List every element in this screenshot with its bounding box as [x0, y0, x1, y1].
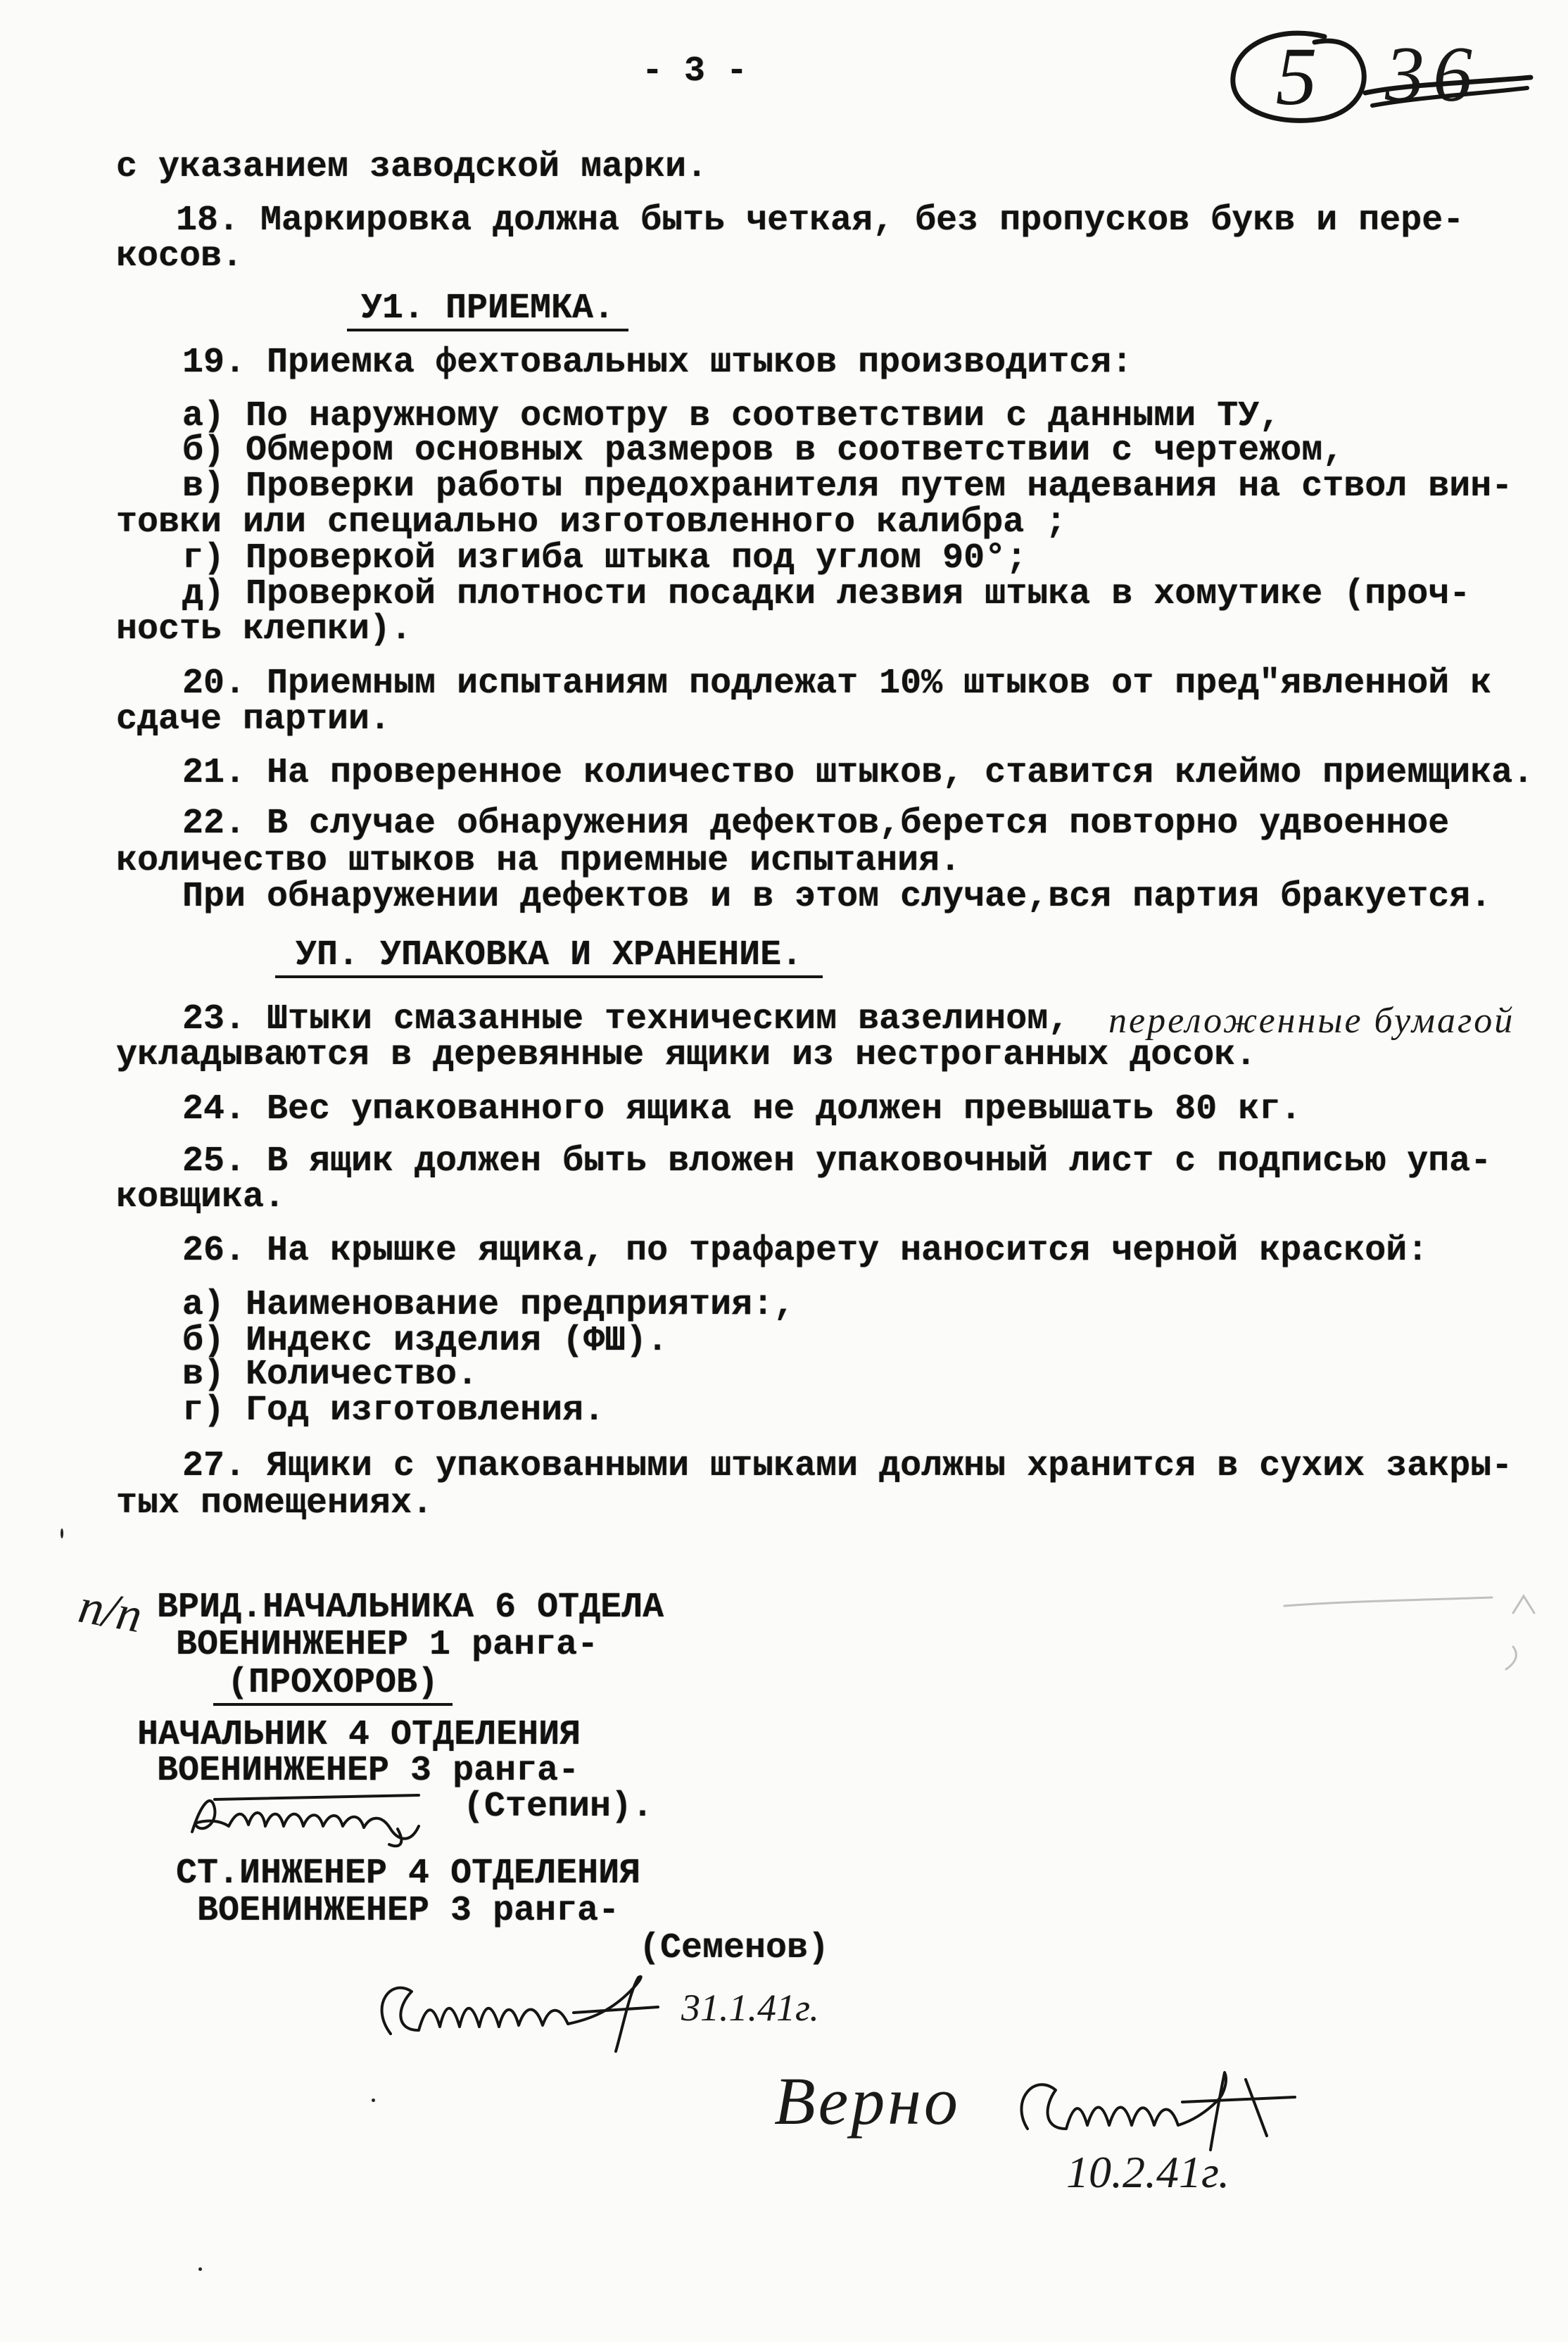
page-number: - 3 - — [642, 51, 748, 91]
item-19-g: г) Проверкой изгиба штыка под углом 90°; — [182, 538, 1028, 578]
item-19-d-line-2: ность клепки). — [116, 609, 412, 650]
certification-label: Верно — [774, 2063, 961, 2139]
head-6-rank: ВОЕНИНЖЕНЕР 1 ранга- — [176, 1625, 599, 1665]
section-6-heading: У1. ПРИЕМКА. — [347, 291, 628, 331]
semenov-signature — [362, 1963, 679, 2058]
item-26-g: г) Год изготовления. — [182, 1391, 605, 1431]
head-6-name: (ПРОХОРОВ) — [213, 1665, 453, 1706]
item-19-v-line-2: товки или специально изготовленного калибра ; — [116, 502, 1067, 543]
item-26-a: а) Наименование предприятия:, — [182, 1285, 795, 1325]
engineer-4-rank: ВОЕНИНЖЕНЕР 3 ранга- — [197, 1891, 620, 1931]
item-26-b: б) Индекс изделия (ФШ). — [182, 1321, 669, 1361]
stepin-signature — [186, 1777, 461, 1851]
scan-speck — [198, 2267, 202, 2271]
head-6-title: ВРИД.НАЧАЛЬНИКА 6 ОТДЕЛА — [157, 1588, 664, 1628]
item-23-typed: 23. Штыки смазанные техническим вазелином, — [182, 999, 1070, 1039]
circled-sheet-number — [1218, 20, 1379, 136]
scan-speck — [61, 1528, 63, 1538]
bleed-through-marks — [1281, 1592, 1548, 1676]
item-25-line-1: 25. В ящик должен быть вложен упаковочный лист с подписью упа- — [182, 1141, 1492, 1182]
item-24: 24. Вес упакованного ящика не должен превышать 80 кг. — [182, 1089, 1302, 1129]
strike-through-lines — [1362, 49, 1538, 127]
sheet-number-text: 5 — [1275, 30, 1317, 122]
engineer-4-title: СТ.ИНЖЕНЕР 4 ОТДЕЛЕНИЯ — [176, 1854, 641, 1894]
crossed-out-sheet-number: 36 — [1385, 31, 1481, 118]
item-27-line-1: 27. Ящики с упакованными штыками должны хранится в сухих закры- — [182, 1446, 1513, 1486]
head-4-title: НАЧАЛЬНИК 4 ОТДЕЛЕНИЯ — [137, 1715, 581, 1755]
item-22-line-2: количество штыков на приемные испытания. — [116, 841, 961, 881]
item-19-d-line-1: д) Проверкой плотности посадки лезвия штыка в хомутике (проч- — [182, 574, 1471, 614]
engineer-4-name: (Семенов) — [639, 1928, 830, 1968]
item-18-line-2: косов. — [116, 236, 244, 277]
head-4-rank: ВОЕНИНЖЕНЕР 3 ранга- — [157, 1751, 580, 1791]
item-23-handwritten-insert: переложенные бумагой — [1108, 1001, 1515, 1041]
item-25-line-2: ковщика. — [116, 1177, 286, 1217]
section-7-heading: УП. УПАКОВКА И ХРАНЕНИЕ. — [275, 937, 823, 978]
item-20-line-2: сдаче партии. — [116, 700, 391, 740]
item-18-line-1: 18. Маркировка должна быть четкая, без пропусков букв и пере- — [176, 201, 1465, 241]
head-4-name: (Степин). — [463, 1787, 654, 1827]
item-27-line-2: тых помещениях. — [116, 1483, 434, 1524]
item-19-a: а) По наружному осмотру в соответствии с данными ТУ, — [182, 396, 1281, 436]
item-19-v-line-1: в) Проверки работы предохранителя путем надевания на ствол вин- — [182, 467, 1513, 507]
item-22-line-3: При обнаружении дефектов и в этом случае,вся партия бракуется. — [182, 877, 1492, 917]
item-19-lead: 19. Приемка фехтовальных штыков производится: — [182, 343, 1133, 383]
item-19-b: б) Обмером основных размеров в соответствии с чертежом, — [182, 431, 1344, 471]
item-23-continuation: укладываются в деревянные ящики из нестроганных досок. — [116, 1035, 1257, 1075]
item-26-v: в) Количество. — [182, 1355, 479, 1395]
certification-date: 10.2.41г. — [1066, 2147, 1230, 2197]
item-21: 21. На проверенное количество штыков, ставится клеймо приемщика. — [182, 753, 1534, 793]
pp-mark: п/п — [75, 1578, 146, 1644]
item-26-lead: 26. На крышке ящика, по трафарету наносится черной краской: — [182, 1231, 1429, 1271]
scan-speck — [372, 2099, 375, 2102]
item-20-line-1: 20. Приемным испытаниям подлежат 10% штыков от пред"явленной к — [182, 664, 1492, 704]
carryover-line: с указанием заводской марки. — [116, 147, 708, 187]
item-22-line-1: 22. В случае обнаружения дефектов,берется повторно удвоенное — [182, 804, 1450, 844]
certification-signature — [1013, 2058, 1323, 2157]
engineer-4-signed-date: 31.1.41г. — [681, 1987, 819, 2029]
